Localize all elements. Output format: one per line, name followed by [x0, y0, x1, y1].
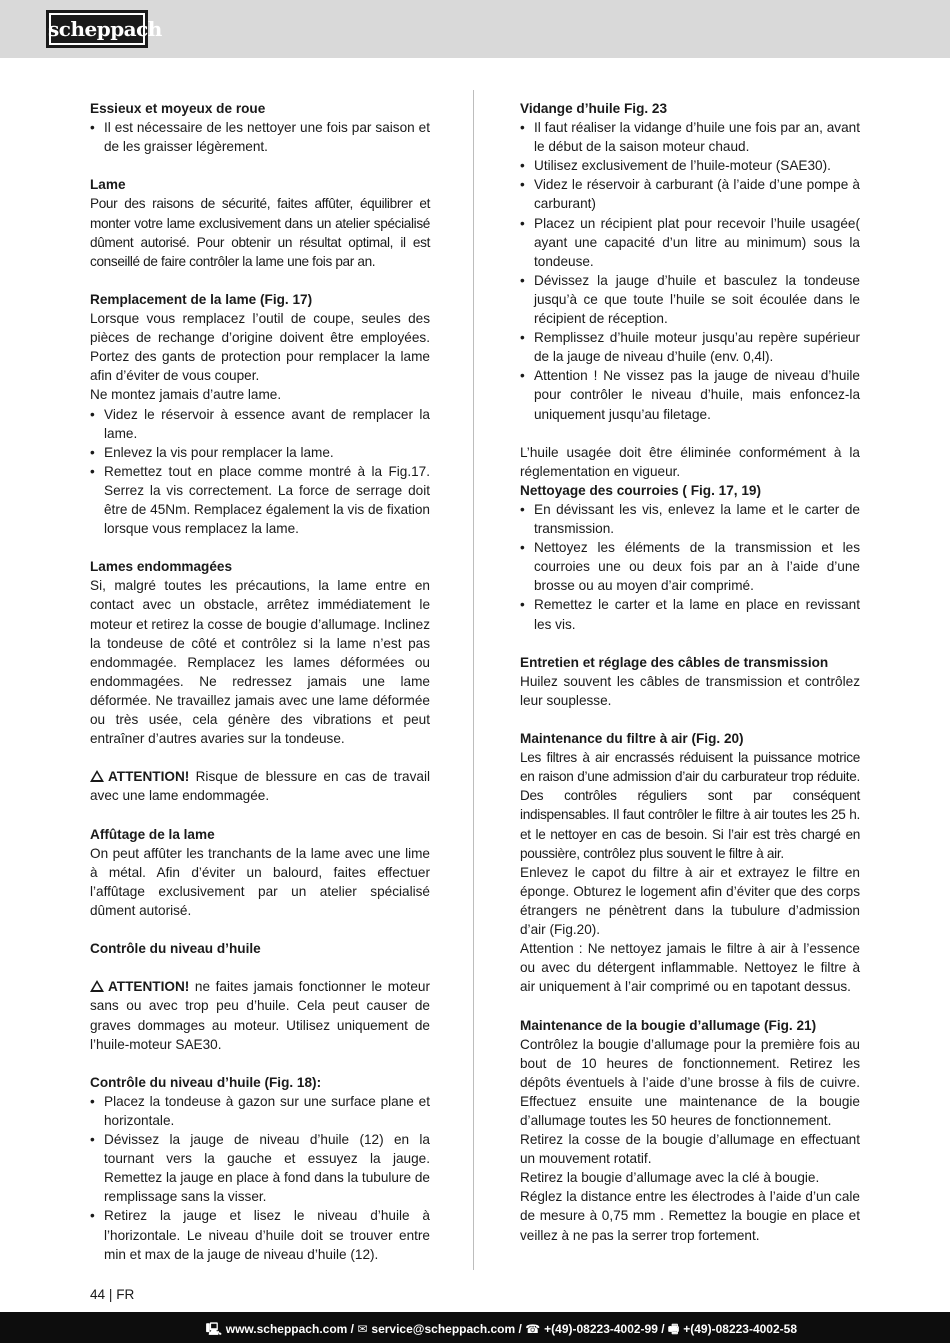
- list-item: • Attention ! Ne vissez pas la jauge de niveau d’huile pour contrôler le niveau d’huile, mais enfoncez-la uniquement jusqu’au filetage.: [520, 366, 860, 423]
- section-title: Essieux et moyeux de roue: [90, 101, 266, 116]
- list-item: • Il faut réaliser la vidange d’huile une fois par an, avant le début de la saison moteur chaud.: [520, 118, 860, 156]
- section-title: Vidange d’huile Fig. 23: [520, 101, 668, 116]
- bullet-list: [90, 405, 430, 539]
- list-item: • Remettez tout en place comme montré à la Fig.17. Serrez la vis correctement. La force de serrage doit être de 45Nm. Remplacez également la vis de fixation lorsque vous remplacez la lame.: [90, 462, 430, 538]
- footer-bar: [0, 1312, 950, 1343]
- left-column: [90, 99, 430, 1264]
- warning-triangle-icon: [90, 770, 104, 782]
- computer-icon: 🖳: [205, 1322, 222, 1336]
- paragraph: Enlevez le capot du filtre à air et extrayez le filtre en éponge. Obturez le logement afin d’éviter que des corps étrangers ne pénètrent dans la tubulure d’admission d’air (Fig.20).: [520, 864, 860, 938]
- fax-icon: 🖷: [667, 1322, 680, 1336]
- paragraph: Ne montez jamais d’autre lame.: [90, 387, 282, 403]
- list-item: • Nettoyez les éléments de la transmission et les courroies une ou deux fois par an à l’aide d’une brosse ou au moyen d’air comprimé.: [520, 538, 860, 595]
- envelope-icon: ✉: [357, 1322, 368, 1336]
- section-title: Affûtage de la lame: [90, 826, 215, 842]
- list-item: • Il est nécessaire de les nettoyer une fois par saison et de les graisser légèrement.: [90, 118, 430, 156]
- bullet-list: [90, 118, 430, 156]
- telephone-icon: ☎: [525, 1322, 541, 1336]
- section-title: Nettoyage des courroies ( Fig. 17, 19): [520, 482, 761, 498]
- list-item: • Remettez le carter et la lame en place en revissant les vis.: [520, 595, 860, 633]
- scheppach-logo: scheppach: [46, 10, 148, 48]
- right-column: [520, 99, 860, 1245]
- paragraph: Si, malgré toutes les précautions, la lame entre en contact avec un obstacle, arrêtez immédiatement le moteur et retirez la cosse de bougie d’allumage. Inclinez la tondeuse de côté et contrôlez si la lame n’est pas endommagée. Remplacez les lames déformées ou endommagées. Ne redressez jamais une lame déformée. Ne travaillez jamais avec une lame déformée ou très usée, cela génère des vibrations et peut entraîner d’autres avaries sur la tondeuse.: [90, 578, 430, 747]
- warning-paragraph: [90, 767, 430, 805]
- paragraph: Huilez souvent les câbles de transmission et contrôlez leur souplesse.: [520, 673, 860, 708]
- list-item: • Dévissez la jauge de niveau d’huile (12) en la tournant vers la gauche et essuyez la jauge. Remettez la jauge en place à fond dans la tubulure de remplissage sans la visser.: [90, 1130, 430, 1206]
- list-item: • Enlevez la vis pour remplacer la lame.: [90, 443, 430, 462]
- footer-web[interactable]: www.scheppach.com: [225, 1322, 348, 1336]
- warning-label: ATTENTION!: [108, 769, 190, 785]
- bullet-list: [90, 1092, 430, 1264]
- paragraph: Lorsque vous remplacez l’outil de coupe, seules des pièces de rechange d’origine doivent être employées. Portez des gants de protection pour remplacer la lame afin d’éviter de vous couper.: [90, 311, 430, 384]
- section-title: Lames endommagées: [90, 559, 233, 575]
- list-item: • Dévissez la jauge d’huile et basculez la tondeuse jusqu’à ce que toute l’huile se soit écoulée dans le récipient de réception.: [520, 271, 860, 328]
- paragraph: On peut affûter les tranchants de la lame avec une lime à métal. Afin d’éviter un balourd, faites effectuer l’affûtage exclusivement par un atelier spécialisé dûment autorisé.: [90, 845, 430, 918]
- paragraph: Pour des raisons de sécurité, faites affûter, équilibrer et monter votre lame exclusivement dans un atelier spécialisé dûment autorisé. Pour obtenir un résultat optimal, il est conseillé de faire contrôler la lame une fois par an.: [90, 196, 430, 269]
- list-item: • Placez un récipient plat pour recevoir l’huile usagée( ayant une capacité d’un litre au minimum) sous la tondeuse.: [520, 214, 860, 271]
- warning-label: ATTENTION!: [108, 979, 190, 995]
- section-title: Contrôle du niveau d’huile (Fig. 18):: [90, 1074, 322, 1090]
- bullet-list: [520, 118, 860, 424]
- footer-fax: +(49)-08223-4002-58: [683, 1322, 797, 1336]
- warning-text: Risque de blessure en cas de travail avec une lame endommagée.: [90, 769, 430, 804]
- warning-text: ne faites jamais fonctionner le moteur sans ou avec trop peu d’huile. Cela peut causer de graves dommages au moteur. Utilisez uniquement de l’huile-moteur SAE30.: [90, 979, 430, 1052]
- paragraph: Retirez la cosse de la bougie d’allumage en effectuant un mouvement rotatif.: [520, 1132, 860, 1167]
- list-item: • Remplissez d’huile moteur jusqu’au repère supérieur de la jauge de niveau d’huile (env. 0,4l).: [520, 328, 860, 366]
- section-title: Remplacement de la lame (Fig. 17): [90, 291, 313, 307]
- paragraph: Attention : Ne nettoyez jamais le filtre à air à l’essence ou avec du détergent inflammable. Nettoyez le filtre à air uniquement à l’air comprimé ou en tapotant dessus.: [520, 941, 860, 995]
- warning-paragraph: [90, 977, 430, 1053]
- footer-phone: +(49)-08223-4002-99: [544, 1322, 658, 1336]
- warning-triangle-icon: [90, 980, 104, 992]
- bullet-list: [520, 500, 860, 634]
- list-item: • Utilisez exclusivement de l’huile-moteur (SAE30).: [520, 156, 860, 175]
- paragraph: Retirez la bougie d’allumage avec la clé à bougie.: [520, 1170, 820, 1186]
- list-item: • Videz le réservoir à carburant (à l’aide d’une pompe à carburant): [520, 175, 860, 213]
- section-title: Maintenance du filtre à air (Fig. 20): [520, 731, 744, 747]
- paragraph: Contrôlez la bougie d’allumage pour la première fois au bout de 10 heures de fonctionnement. Retirez les dépôts éventuels à l’aide d’une brosse à fils de cuivre. Effectuez ensuite une maintenance de la bougie d’allumage toutes les 50 heures de fonctionnement.: [520, 1036, 860, 1128]
- list-item: • Videz le réservoir à essence avant de remplacer la lame.: [90, 405, 430, 443]
- footer-email[interactable]: service@scheppach.com: [371, 1322, 516, 1336]
- paragraph: Réglez la distance entre les électrodes à l’aide d’un cale de mesure à 0,75 mm . Remettez la bougie en place et veillez à ne pas la serrer trop fortement.: [520, 1189, 860, 1243]
- section-title: Contrôle du niveau d’huile: [90, 941, 261, 957]
- paragraph: L’huile usagée doit être éliminée conformément à la réglementation en vigueur.: [520, 444, 860, 479]
- header-bar: [0, 0, 950, 58]
- column-divider: [473, 90, 474, 1270]
- page-language: FR: [116, 1287, 135, 1302]
- list-item: • Retirez la jauge et lisez le niveau d’huile à l’horizontale. Le niveau d’huile doit se trouver entre min et max de la jauge de niveau d’huile (12).: [90, 1206, 430, 1263]
- paragraph: Les filtres à air encrassés réduisent la puissance motrice en raison d’une admission d’air du carburateur trop réduite. Des contrôles réguliers sont par conséquent indispensables. Il faut contrôler le filtre à air toutes les 25 h. et le nettoyer en cas de besoin. Si l’air est très chargé en poussière, contrôlez plus souvent le filtre à air.: [520, 750, 860, 861]
- list-item: • Placez la tondeuse à gazon sur une surface plane et horizontale.: [90, 1092, 430, 1130]
- section-title: Entretien et réglage des câbles de transmission: [520, 654, 829, 670]
- page-number: 44 | FR: [90, 1287, 135, 1302]
- page-number-value: 44: [90, 1287, 106, 1302]
- section-title: Lame: [90, 177, 126, 193]
- footer-contacts: 🖳 www.scheppach.com / ✉ service@scheppach.com / ☎ +(49)-08223-4002-99 / 🖷 +(49)-08223-4002-58: [206, 1320, 797, 1341]
- list-item: • En dévissant les vis, enlevez la lame et le carter de transmission.: [520, 500, 860, 538]
- section-title: Maintenance de la bougie d’allumage (Fig. 21): [520, 1017, 817, 1033]
